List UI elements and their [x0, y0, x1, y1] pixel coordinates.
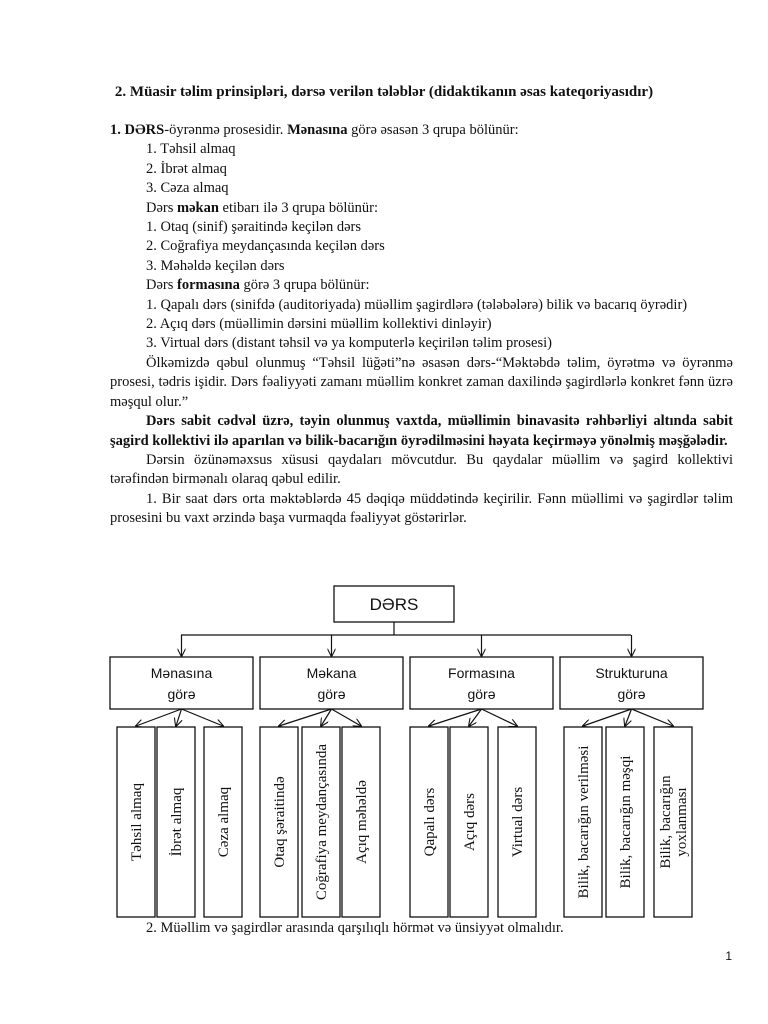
- list-item: 1. Qapalı dərs (sinifdə (auditoriyada) müəllim şagirdlərə (tələbələrə) bilik və bacarıq öyrədir): [146, 296, 688, 313]
- leaf-label: Cəza almaq: [216, 786, 232, 858]
- definition-paragraph: Ölkəmizdə qəbul olunmuş “Təhsil lüğəti”nə əsasən dərs-“Məktəbdə təlim, öyrətmə və öyrənmə prosesi, tədris işidir. Dərs fəaliyyəti zamanı müəllim konkret zaman daxilində şagirdlərlə konkret fənn üzrə məşqul olur.”: [110, 354, 733, 410]
- root-label: DƏRS: [369, 595, 419, 614]
- list-item: 2. Açıq dərs (müəllimin dərsini müəllim kollektivi dinləyir): [146, 316, 492, 333]
- diagram-groups: [110, 657, 703, 917]
- list-item: 1. Otaq (sinif) şəraitində keçilən dərs: [146, 219, 362, 236]
- list-item: 3. Məhəldə keçilən dərs: [146, 257, 285, 274]
- leaf-label: Otaq şəraitində: [272, 776, 288, 868]
- section-number: 1.: [110, 122, 121, 138]
- term-makan: məkan: [177, 199, 219, 216]
- group-label-2: görə: [467, 686, 496, 702]
- group-label: Məkana: [306, 665, 357, 681]
- leaf-label: Bilik, bacarığın verilməsi: [576, 745, 592, 899]
- list-item: 2. İbrət almaq: [146, 160, 227, 177]
- page-title: 2. Müasir təlim prinsipləri, dərsə verilən tələblər (didaktikanın əsas kateqoriyasıdır): [114, 84, 654, 100]
- term-formasina: formasına: [177, 277, 240, 294]
- leaf-label: İbrət almaq: [169, 787, 185, 857]
- list-item: 1. Təhsil almaq: [146, 141, 236, 158]
- group-label: Formasına: [448, 665, 515, 681]
- leaf-label: Açıq məhəldə: [354, 780, 370, 864]
- rule-1-paragraph: 1. Bir saat dərs orta məktəblərdə 45 dəqiqə müddətində keçirilir. Fənn müəllimi və şagirdlər təlim prosesini bu vaxt ərzində başa vurmaqda fəaliyyət göstərirlər.: [110, 490, 733, 527]
- leaf-label: Coğrafiya meydançasında: [314, 743, 330, 901]
- bold-definition-text: Dərs sabit cədvəl üzrə, təyin olunmuş vaxtda, müəllimin binavasitə rəhbərliyi altında sabit şagird kollektivi ilə aparılan və bilik-bacarığın öyrədilməsini həyata keçirməyə yönəlmiş məşğələdir.: [110, 413, 733, 449]
- term-menasina: Mənasına: [287, 122, 348, 138]
- diagram-group: [110, 657, 253, 917]
- group-label-2: görə: [617, 686, 646, 702]
- diagram-group: [410, 657, 553, 917]
- intro-text: -öyrənmə prosesidir.: [164, 122, 284, 138]
- diagram-group: [260, 657, 403, 917]
- makan-text-2: etibarı ilə 3 qrupa bölünür:: [218, 199, 378, 216]
- list-item: 2. Coğrafiya meydançasında keçilən dərs: [146, 238, 385, 255]
- diagram-group: [560, 657, 703, 917]
- list-item: 3. Virtual dərs (distant təhsil və ya komputerlə keçirilən təlim prosesi): [146, 335, 552, 352]
- leaf-label: Bilik, bacarığın: [658, 775, 674, 869]
- leaf-label: Virtual dərs: [510, 786, 526, 858]
- makan-text: Dərs: [146, 199, 178, 216]
- closing-note: 2. Müəllim və şagirdlər arasında qarşılıqlı hörmət və ünsiyyət olmalıdır.: [146, 920, 564, 936]
- term-ders: DƏRS: [124, 122, 165, 138]
- leaf-label: Açıq dərs: [462, 793, 478, 851]
- list-item: 3. Cəza almaq: [146, 180, 229, 197]
- intro-text-2: görə əsasən 3 qrupa bölünür:: [347, 122, 519, 138]
- page-number: 1: [725, 949, 732, 963]
- diagram-root: [334, 586, 454, 622]
- group-label: Mənasına: [150, 665, 213, 681]
- forma-text-2: görə 3 qrupa bölünür:: [239, 277, 370, 294]
- leaf-label: Bilik, bacarığın məşqi: [618, 755, 634, 889]
- group-label-2: görə: [167, 686, 196, 702]
- rules-paragraph: Dərsin özünəməxsus xüsusi qaydaları mövcutdur. Bu qaydalar müəllim və şagird kollektivi tərəfindən birmənalı olaraq qəbul edilir.: [110, 451, 733, 488]
- forma-text: Dərs: [146, 277, 178, 294]
- leaf-label: Qapalı dərs: [422, 787, 438, 857]
- group-label: Strukturuna: [595, 665, 668, 681]
- leaf-label: Təhsil almaq: [129, 783, 145, 861]
- group-label-2: görə: [317, 686, 346, 702]
- leaf-label: yoxlanması: [674, 787, 690, 857]
